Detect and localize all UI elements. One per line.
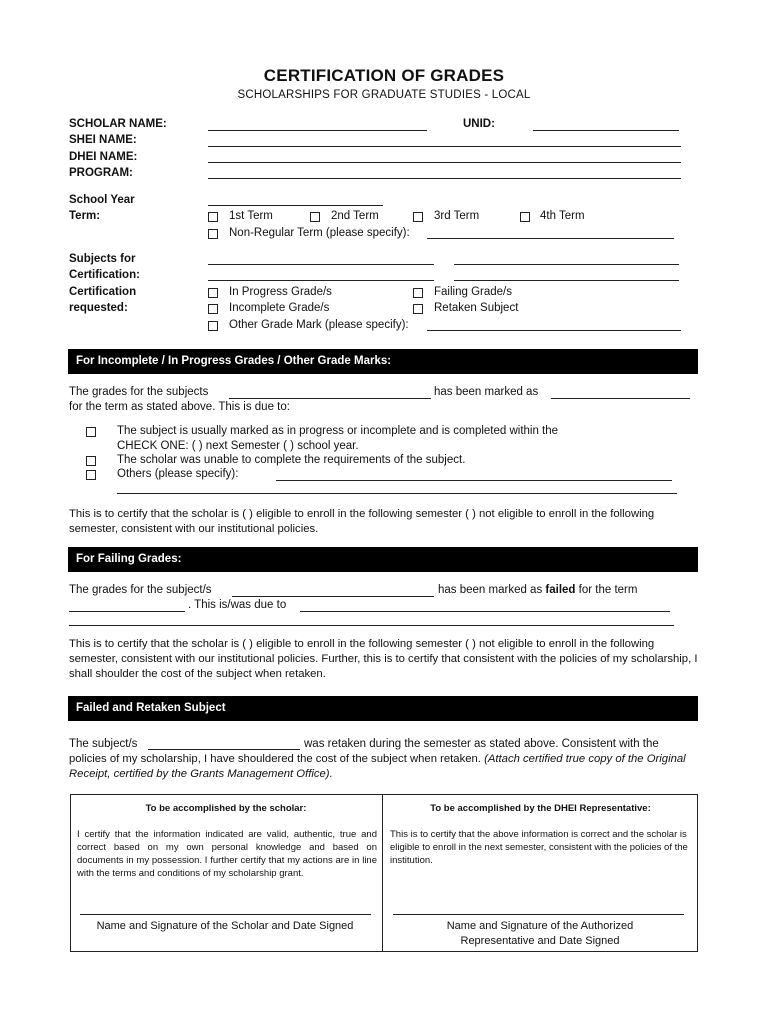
- page-title: CERTIFICATION OF GRADES: [263, 66, 505, 85]
- failing-label: Failing Grade/s: [434, 286, 512, 298]
- term-4-label: 4th Term: [540, 210, 585, 222]
- other-grade-label: Other Grade Mark (please specify):: [229, 319, 409, 331]
- failing-subjects-field[interactable]: [232, 596, 434, 597]
- reason-2-checkbox[interactable]: [86, 456, 96, 466]
- shei-name-field[interactable]: [208, 146, 681, 147]
- subjects-field-1[interactable]: [208, 264, 434, 265]
- retaken-text-b: was retaken during the semester as stated above. Consistent with the: [304, 738, 659, 750]
- non-regular-label: Non-Regular Term (please specify):: [229, 227, 410, 239]
- failing-bold-word: failed: [545, 584, 576, 596]
- dhei-box-heading: To be accomplished by the DHEI Representative:: [430, 803, 651, 814]
- page-subtitle: SCHOLARSHIPS FOR GRADUATE STUDIES - LOCAL: [237, 89, 531, 101]
- failing-reason-field-2[interactable]: [69, 625, 674, 626]
- other-grade-checkbox[interactable]: [208, 321, 218, 331]
- failing-line1-c: for the term: [578, 584, 638, 596]
- retaken-checkbox[interactable]: [413, 304, 423, 314]
- term-4-checkbox[interactable]: [520, 212, 530, 222]
- reason-1-check-one: CHECK ONE: ( ) next Semester ( ) school year.: [117, 440, 359, 452]
- subjects-for-label: Subjects for: [69, 253, 136, 265]
- subjects-field-2[interactable]: [454, 264, 679, 265]
- reason-others-field-2[interactable]: [117, 493, 677, 494]
- signature-box-divider: [382, 794, 383, 952]
- non-regular-checkbox[interactable]: [208, 229, 218, 239]
- school-year-field[interactable]: [208, 205, 383, 206]
- non-regular-field[interactable]: [427, 238, 674, 239]
- reason-3-text: Others (please specify):: [117, 468, 239, 480]
- shei-name-label: SHEI NAME:: [69, 134, 137, 146]
- reason-2-text: The scholar was unable to complete the requirements of the subject.: [117, 454, 466, 466]
- retaken-section-heading: Failed and Retaken Subject: [68, 696, 698, 721]
- reason-others-field-1[interactable]: [276, 480, 672, 481]
- term-3-checkbox[interactable]: [413, 212, 423, 222]
- dhei-signature-label: Name and Signature of the Authorized Representative and Date Signed: [446, 920, 634, 947]
- scholar-name-label: SCHOLAR NAME:: [69, 118, 167, 130]
- dhei-box-text: This is to certify that the above information is correct and the scholar is eligible to enroll in the next semester, consistent with the policies of the institution.: [390, 829, 688, 866]
- failing-line1-b: has been marked as: [438, 584, 543, 596]
- failing-term-field[interactable]: [69, 611, 185, 612]
- retaken-subjects-field[interactable]: [148, 749, 300, 750]
- certification-label: Certification:: [69, 269, 140, 281]
- scholar-signature-line[interactable]: [80, 914, 371, 915]
- dhei-name-label: DHEI NAME:: [69, 151, 138, 163]
- dhei-name-field[interactable]: [208, 162, 681, 163]
- term-2-checkbox[interactable]: [310, 212, 320, 222]
- cert-requested-label-2: requested:: [69, 302, 128, 314]
- incomplete-section-heading: For Incomplete / In Progress Grades / Other Grade Marks:: [68, 349, 698, 374]
- program-field[interactable]: [208, 178, 681, 179]
- subjects-field-3[interactable]: [208, 280, 434, 281]
- failing-reason-field-1[interactable]: [300, 611, 670, 612]
- term-label: Term:: [69, 210, 101, 222]
- incomplete-certify-text: This is to certify that the scholar is ( ) eligible to enroll in the following semester ( ) not eligible to enroll in the following semester, consistent with our institutional policies.: [69, 508, 655, 535]
- failing-line1-b-wrap: [438, 584, 637, 596]
- in-progress-checkbox[interactable]: [208, 288, 218, 298]
- unid-label: UNID:: [463, 118, 495, 130]
- failing-checkbox[interactable]: [413, 288, 423, 298]
- reason-1-text: The subject is usually marked as in progress or incomplete and is completed within the: [117, 425, 559, 437]
- failing-certify-text: This is to certify that the scholar is ( ) eligible to enroll in the following semester ( ) not eligible to enroll in the following semester, consistent with our institutional policies. Further, this is to certify that consistent with the policies of my scholarship, I shall shoulder the cost of the subject when retaken.: [69, 638, 698, 680]
- retaken-text-c: policies of my scholarship, I have shouldered the cost of the subject when retaken.: [69, 753, 481, 765]
- program-label: PROGRAM:: [69, 167, 133, 179]
- school-year-label: School Year: [69, 194, 135, 206]
- incomplete-checkbox[interactable]: [208, 304, 218, 314]
- scholar-signature-label: Name and Signature of the Scholar and Date Signed: [96, 920, 354, 932]
- retaken-paragraph: [69, 752, 699, 782]
- reason-1-checkbox[interactable]: [86, 427, 96, 437]
- retaken-label: Retaken Subject: [434, 302, 519, 314]
- subjects-field-4[interactable]: [454, 280, 679, 281]
- incomplete-subjects-field[interactable]: [229, 398, 431, 399]
- term-2-label: 2nd Term: [331, 210, 379, 222]
- unid-field[interactable]: [533, 130, 679, 131]
- incomplete-mark-field[interactable]: [551, 398, 690, 399]
- failing-line2: . This is/was due to: [188, 599, 287, 611]
- cert-requested-label-1: Certification: [69, 286, 137, 298]
- failing-line1-a: The grades for the subject/s: [69, 584, 212, 596]
- scholar-box-heading: To be accomplished by the scholar:: [145, 803, 307, 814]
- term-1-checkbox[interactable]: [208, 212, 218, 222]
- dhei-signature-line[interactable]: [393, 914, 684, 915]
- incomplete-line2: for the term as stated above. This is due to:: [69, 401, 290, 413]
- other-grade-field[interactable]: [427, 330, 681, 331]
- incomplete-line1-a: The grades for the subjects: [69, 386, 209, 398]
- scholar-name-field[interactable]: [208, 130, 427, 131]
- scholar-box-text: I certify that the information indicated are valid, authentic, true and correct based on my own personal knowledge and based on documents in my possession. I further certify that my actions are in line with the terms and conditions of my scholarship grant.: [77, 829, 377, 879]
- incomplete-label: Incomplete Grade/s: [229, 302, 330, 314]
- failing-section-heading: For Failing Grades:: [68, 547, 698, 572]
- retaken-attach-note: (Attach certified true copy of the Original Receipt, certified by the Grants Management Office).: [69, 753, 686, 780]
- term-1-label: 1st Term: [229, 210, 273, 222]
- reason-3-checkbox[interactable]: [86, 470, 96, 480]
- in-progress-label: In Progress Grade/s: [229, 286, 332, 298]
- term-3-label: 3rd Term: [434, 210, 480, 222]
- retaken-text-a: The subject/s: [69, 738, 138, 750]
- incomplete-line1-b: has been marked as: [434, 386, 539, 398]
